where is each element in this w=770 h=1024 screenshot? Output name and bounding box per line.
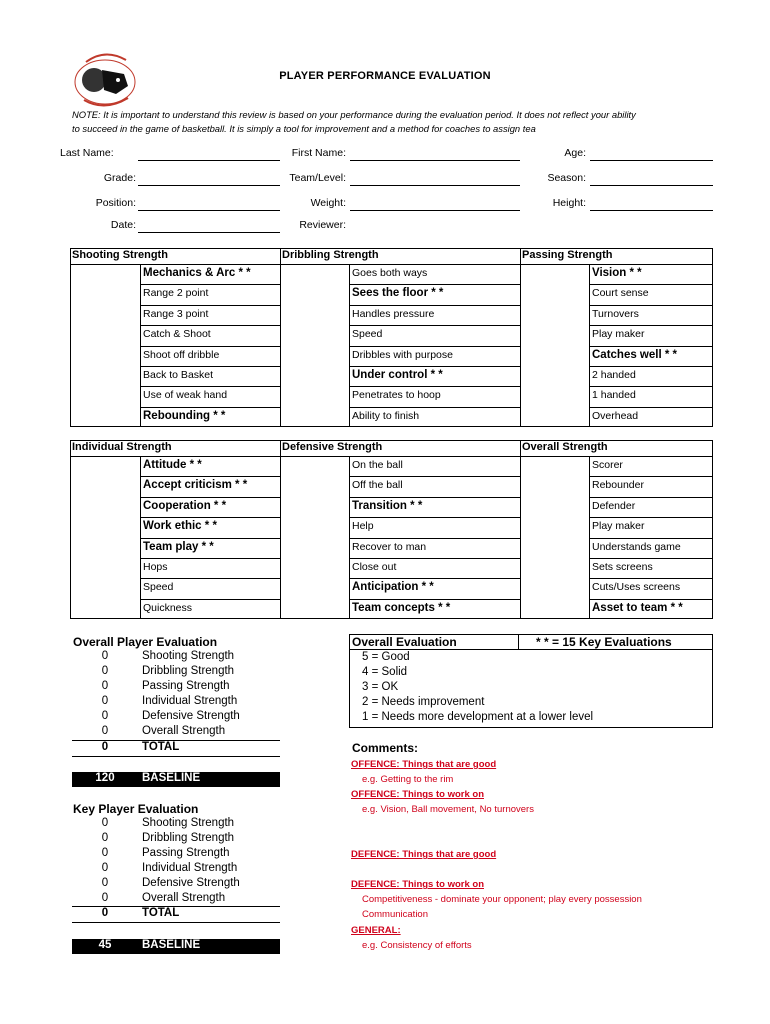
row-divider xyxy=(589,476,713,477)
key_player-row-value: 0 xyxy=(101,832,109,844)
table1-col1-item: Mechanics & Arc * * xyxy=(143,267,251,279)
height-label: Height: xyxy=(552,197,586,209)
col-divider xyxy=(520,456,521,619)
row-divider xyxy=(140,558,280,559)
table1-col3-item: 1 handed xyxy=(592,389,636,402)
defence-work-heading: DEFENCE: Things to work on xyxy=(351,879,484,890)
table1-col2-item: Speed xyxy=(352,328,383,341)
table1-col1-item: Catch & Shoot xyxy=(143,328,211,341)
row-divider xyxy=(140,284,280,285)
scale-row: 5 = Good xyxy=(362,651,410,663)
table2-col2-item: Close out xyxy=(352,561,397,573)
table1-col2-item: Ability to finish xyxy=(352,409,420,422)
season-label: Season: xyxy=(547,172,586,184)
key_player-row-value: 0 xyxy=(101,892,109,904)
table1-col3-item: Turnovers xyxy=(592,307,639,320)
row-divider xyxy=(589,284,713,285)
table2-col2-item: On the ball xyxy=(352,459,403,471)
row-divider xyxy=(589,599,713,600)
row-divider xyxy=(140,366,280,367)
row-divider xyxy=(589,558,713,559)
table2-col3-item: Defender xyxy=(592,499,636,512)
row-divider xyxy=(589,407,713,408)
row-divider xyxy=(589,578,713,579)
defence-work-example-2: Communication xyxy=(362,909,428,920)
table2-col3-item: Sets screens xyxy=(592,561,653,573)
grade-field[interactable] xyxy=(138,173,280,186)
row-divider xyxy=(140,517,280,518)
overall-player-title: Overall Player Evaluation xyxy=(73,635,218,649)
row-divider xyxy=(349,386,520,387)
table1-col1-item: Shoot off dribble xyxy=(143,348,220,361)
row-divider xyxy=(140,386,280,387)
row-divider xyxy=(140,538,280,539)
row-divider xyxy=(349,284,520,285)
key_player-row-label: Overall Strength xyxy=(142,892,226,904)
scale-row: 1 = Needs more development at a lower level xyxy=(362,711,594,723)
row-divider xyxy=(349,346,520,347)
note-text xyxy=(72,108,722,136)
key_player-row-value: 0 xyxy=(101,847,109,859)
table2-col1-item: Work ethic * * xyxy=(143,520,217,533)
row-divider xyxy=(589,517,713,518)
table2-col3-item: Play maker xyxy=(592,520,645,533)
table2-col1-item: Speed xyxy=(143,581,174,594)
row-divider xyxy=(349,366,520,367)
overall-evaluation-box xyxy=(349,634,713,728)
first-name-field[interactable] xyxy=(350,148,520,161)
header-line xyxy=(70,456,713,457)
table1-col2-item: Penetrates to hoop xyxy=(352,389,441,402)
overall_player-row-label: Passing Strength xyxy=(142,680,230,692)
key-baseline-value: 45 xyxy=(98,939,112,951)
key-baseline-label: BASELINE xyxy=(142,939,201,951)
key_player-row-label: Defensive Strength xyxy=(142,877,240,889)
age-label: Age: xyxy=(564,147,586,159)
table1-col2-item: Goes both ways xyxy=(352,267,428,279)
weight-field[interactable] xyxy=(350,198,520,211)
overall_player-row-label: Individual Strength xyxy=(142,695,238,707)
row-divider xyxy=(589,305,713,306)
table1-header-1: Dribbling Strength xyxy=(282,249,379,261)
scale-row: 2 = Needs improvement xyxy=(362,696,485,708)
table1-col3-item: 2 handed xyxy=(592,369,636,381)
row-divider xyxy=(140,476,280,477)
overall-baseline-label: BASELINE xyxy=(142,772,201,784)
table2-col3-item: Understands game xyxy=(592,540,681,553)
height-field[interactable] xyxy=(590,198,713,211)
defence-good-heading: DEFENCE: Things that are good xyxy=(351,849,497,860)
offence-good-heading: OFFENCE: Things that are good xyxy=(351,759,497,770)
last-name-label: Last Name: xyxy=(60,147,114,159)
table2-col3-item: Scorer xyxy=(592,459,623,471)
row-divider xyxy=(140,407,280,408)
table1-col3-item: Catches well * * xyxy=(592,348,678,361)
table1-col1-item: Range 3 point xyxy=(143,307,209,320)
table2-header-1: Defensive Strength xyxy=(282,441,383,453)
table2-col3-item: Cuts/Uses screens xyxy=(592,581,681,594)
table2-col2-item: Anticipation * * xyxy=(352,581,434,594)
table2-col1-item: Attitude * * xyxy=(143,459,202,471)
overall_player-row-label: Defensive Strength xyxy=(142,710,240,722)
overall_player-row-value: 0 xyxy=(101,695,109,707)
key-baseline-bar xyxy=(72,939,280,954)
offence-work-heading: OFFENCE: Things to work on xyxy=(351,789,484,800)
table1-col2-item: Sees the floor * * xyxy=(352,287,444,300)
table2-header-0: Individual Strength xyxy=(72,441,172,453)
key-total-label: TOTAL xyxy=(142,907,180,919)
scale-row: 4 = Solid xyxy=(362,666,408,678)
note-line-1: NOTE: It is important to understand this review is based on your performance during the evaluation period. It does not reflect your ability xyxy=(72,109,636,120)
row-divider xyxy=(349,517,520,518)
row-divider xyxy=(349,476,520,477)
overall-total-label: TOTAL xyxy=(142,741,180,753)
key_player-row-value: 0 xyxy=(101,877,109,889)
overall_player-row-label: Overall Strength xyxy=(142,725,226,737)
row-divider xyxy=(140,325,280,326)
table2-col1-item: Quickness xyxy=(143,601,193,614)
total-underline xyxy=(72,756,280,757)
table2-col2-item: Transition * * xyxy=(352,499,423,512)
table2-col3-item: Rebounder xyxy=(592,479,644,492)
table2-col1-item: Team play * * xyxy=(143,540,214,553)
table1-col3-item: Play maker xyxy=(592,328,645,341)
table1-col1-item: Back to Basket xyxy=(143,369,214,381)
row-divider xyxy=(349,497,520,498)
overall_player-row-value: 0 xyxy=(101,710,109,722)
table2-col2-item: Off the ball xyxy=(352,479,403,492)
table2-col1-item: Cooperation * * xyxy=(143,499,227,512)
col-divider xyxy=(280,264,281,427)
table1-col3-item: Court sense xyxy=(592,287,649,300)
table1-header-2: Passing Strength xyxy=(522,249,613,261)
col-divider xyxy=(280,456,281,619)
team-level-field[interactable] xyxy=(350,173,520,186)
comments-title: Comments: xyxy=(352,741,419,755)
row-divider xyxy=(589,366,713,367)
row-divider xyxy=(140,305,280,306)
key-evaluations-note: * * = 15 Key Evaluations xyxy=(536,635,672,649)
key_player-row-value: 0 xyxy=(101,817,109,829)
overall_player-row-value: 0 xyxy=(101,650,109,662)
row-divider xyxy=(140,599,280,600)
row-divider xyxy=(589,497,713,498)
row-divider xyxy=(349,538,520,539)
row-divider xyxy=(349,407,520,408)
scale-row: 3 = OK xyxy=(362,681,399,693)
table1-col3-item: Overhead xyxy=(592,409,639,422)
row-divider xyxy=(349,325,520,326)
key_player-row-label: Dribbling Strength xyxy=(142,832,235,844)
overall-evaluation-title: Overall Evaluation xyxy=(352,635,457,649)
key_player-row-label: Passing Strength xyxy=(142,847,230,859)
team-level-label: Team/Level: xyxy=(289,172,346,184)
overall-baseline-bar xyxy=(72,772,280,787)
key-player-title: Key Player Evaluation xyxy=(73,802,199,816)
table2-col2-item: Team concepts * * xyxy=(352,601,451,614)
table1-col1-item: Use of weak hand xyxy=(143,389,228,402)
note-line-2: to succeed in the game of basketball. It is simply a tool for improvement and a method for coaches to assign tea xyxy=(72,123,536,134)
key-total-underline xyxy=(72,922,280,923)
row-divider xyxy=(589,325,713,326)
row-divider xyxy=(349,558,520,559)
grade-label: Grade: xyxy=(103,172,136,184)
page-title: PLAYER PERFORMANCE EVALUATION xyxy=(279,70,491,82)
offence-work-example: e.g. Vision, Ball movement, No turnovers xyxy=(362,804,534,815)
table2-col3-item: Asset to team * * xyxy=(592,601,683,614)
table2-col1-item: Accept criticism * * xyxy=(143,479,248,492)
table1-col1-item: Rebounding * * xyxy=(143,409,226,422)
row-divider xyxy=(140,346,280,347)
overall-evaluation-header-line xyxy=(350,649,712,650)
table2-col1-item: Hops xyxy=(143,561,168,573)
row-divider xyxy=(589,386,713,387)
date-field[interactable] xyxy=(138,220,280,233)
general-example: e.g. Consistency of efforts xyxy=(362,940,472,951)
table1-col2-item: Under control * * xyxy=(352,369,443,381)
overall_player-row-value: 0 xyxy=(101,665,109,677)
row-divider xyxy=(349,578,520,579)
row-divider xyxy=(349,599,520,600)
last-name-field[interactable] xyxy=(138,148,280,161)
table1-col3-item: Vision * * xyxy=(592,267,642,279)
overall-total-value: 0 xyxy=(101,741,109,753)
table2-col2-item: Recover to man xyxy=(352,540,427,553)
reviewer-label: Reviewer: xyxy=(299,219,346,231)
table1-col2-item: Dribbles with purpose xyxy=(352,348,453,361)
key_player-row-label: Individual Strength xyxy=(142,862,238,874)
age-field[interactable] xyxy=(590,148,713,161)
offence-good-example: e.g. Getting to the rim xyxy=(362,774,454,785)
row-divider xyxy=(349,305,520,306)
overall_player-row-value: 0 xyxy=(101,680,109,692)
overall_player-row-value: 0 xyxy=(101,725,109,737)
overall-baseline-value: 120 xyxy=(95,772,115,784)
table1-col1-item: Range 2 point xyxy=(143,287,209,300)
date-label: Date: xyxy=(110,219,136,231)
table2-header-2: Overall Strength xyxy=(522,441,608,453)
first-name-label: First Name: xyxy=(291,147,346,159)
weight-label: Weight: xyxy=(310,197,346,209)
row-divider xyxy=(589,346,713,347)
general-heading: GENERAL: xyxy=(351,925,401,936)
key_player-row-label: Shooting Strength xyxy=(142,817,235,829)
header-line xyxy=(70,264,713,265)
overall_player-row-label: Shooting Strength xyxy=(142,650,235,662)
row-divider xyxy=(140,578,280,579)
overall_player-row-label: Dribbling Strength xyxy=(142,665,235,677)
defence-work-example-1: Competitiveness - dominate your opponent; play every possession xyxy=(362,894,642,905)
table1-header-0: Shooting Strength xyxy=(72,249,168,261)
key-total-value: 0 xyxy=(101,907,109,919)
row-divider xyxy=(589,538,713,539)
table1-col2-item: Handles pressure xyxy=(352,307,435,320)
key_player-row-value: 0 xyxy=(101,862,109,874)
col-divider xyxy=(520,264,521,427)
position-label: Position: xyxy=(95,197,136,209)
season-field[interactable] xyxy=(590,173,713,186)
position-field[interactable] xyxy=(138,198,280,211)
row-divider xyxy=(140,497,280,498)
overall-evaluation-header-divider xyxy=(518,635,519,649)
table2-col2-item: Help xyxy=(352,520,374,533)
